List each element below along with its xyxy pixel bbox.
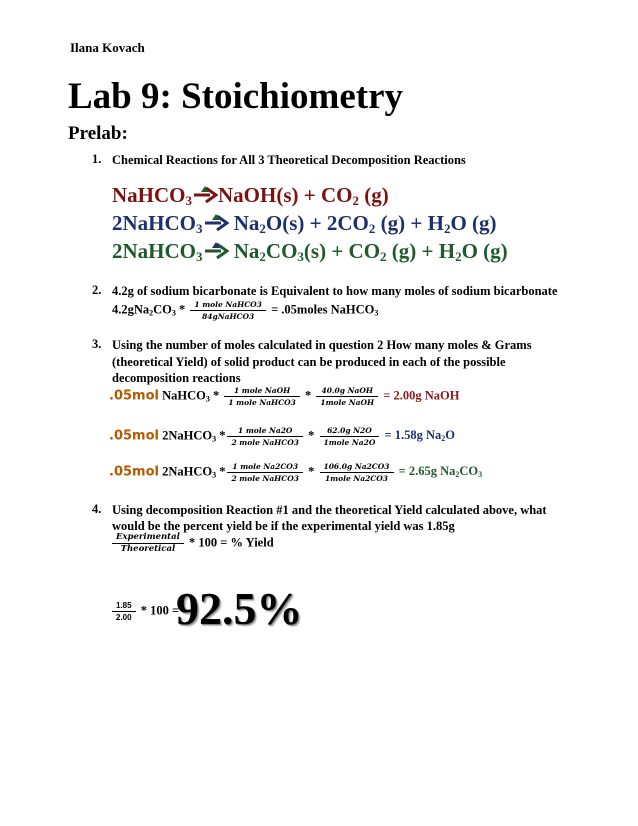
calc-result-1: = 2.00g NaOH: [383, 388, 460, 403]
reaction-arrow-icon: [192, 186, 218, 204]
reaction-arrow-icon: [203, 242, 229, 260]
q2-equation: $4.2gNa_2CO_3$ * $\frac{\text{1 mole NaHCO3}}{\text{84gNaHCO3}}$ = .05moles NaHCO$_3$: [112, 300, 379, 321]
q1-text: Chemical Reactions for All 3 Theoretical Decomposition Reactions: [112, 153, 466, 167]
yield-formula: $\frac{\text{Experimental}}{\text{Theoretical}}$ * 100 = % Yield: [110, 532, 274, 555]
reaction-2: 2NaHCO$_3$ $Na_2O(s) + 2CO_2$ $(g) + H_2O$ (g): [112, 211, 497, 236]
q4-number: 4.: [92, 502, 102, 516]
author-name: Ilana Kovach: [70, 40, 145, 55]
yield-calculation: $\frac{1.85}{2.00}$ * 100 =: [110, 600, 179, 623]
section-heading: Prelab:: [68, 123, 128, 144]
calc-result-3: = 2.65g $Na_2CO_3$: [398, 464, 483, 480]
calc-row-2: .05mol 2NaHCO$_3$ * $\frac{\text{1 mole Na2O}}{\text{2 mole NaHCO3}}$ * $\frac{\text{62.0g N2O}}{\text{1mole Na2O}}$ = 1.58g $Na_2O$: [109, 426, 455, 447]
calc-result-2: = 1.58g $Na_2O$: [384, 428, 455, 444]
q3-line-1: Using the number of moles calculated in question 2 How many moles & Grams: [112, 338, 532, 352]
percent-yield-answer: 92.5%: [176, 583, 303, 634]
calc-row-1: .05mol NaHCO$_3$ * $\frac{\text{1 mole NaOH}}{\text{1 mole NaHCO3}}$ * $\frac{\text{40.0g NaOH}}{\text{1mole NaOH}}$ = 2.00g NaOH: [109, 386, 460, 407]
q4-line-2: would be the percent yield be if the experimental yield was 1.85g: [112, 519, 455, 533]
calc-row-3: .05mol 2NaHCO$_3$ * $\frac{\text{1 mole Na2CO3}}{\text{2 mole NaHCO3}}$ * $\frac{\text{106.0g Na2CO3}}{\text{1mole Na2CO3}}$ = 2.65g $Na_2CO_3$: [109, 462, 483, 483]
q1-number: 1.: [92, 152, 102, 166]
q3-line-2: (theoretical Yield) of solid product can be produced in each of the possible: [112, 355, 506, 369]
q2-fraction: $\frac{\text{1 mole NaHCO3}}{\text{84gNaHCO3}}$: [190, 299, 266, 322]
reaction-3: 2NaHCO$_3$ $Na_2CO_3(s) + CO_2$ $(g) + H_2O$ (g): [112, 239, 508, 264]
reaction-1: NaHCO$_3$ NaOH(s) + $CO_2$ (g): [112, 183, 389, 208]
reaction-arrow-icon: [203, 214, 229, 232]
page-title: Lab 9: Stoichiometry: [68, 76, 404, 117]
q4-line-1: Using decomposition Reaction #1 and the theoretical Yield calculated above, what: [112, 503, 547, 517]
q2-number: 2.: [92, 283, 102, 297]
q3-number: 3.: [92, 337, 102, 351]
q3-line-3: decomposition reactions: [112, 371, 241, 385]
q2-text: 4.2g of sodium bicarbonate is Equivalent to how many moles of sodium bicarbonate: [112, 284, 558, 298]
